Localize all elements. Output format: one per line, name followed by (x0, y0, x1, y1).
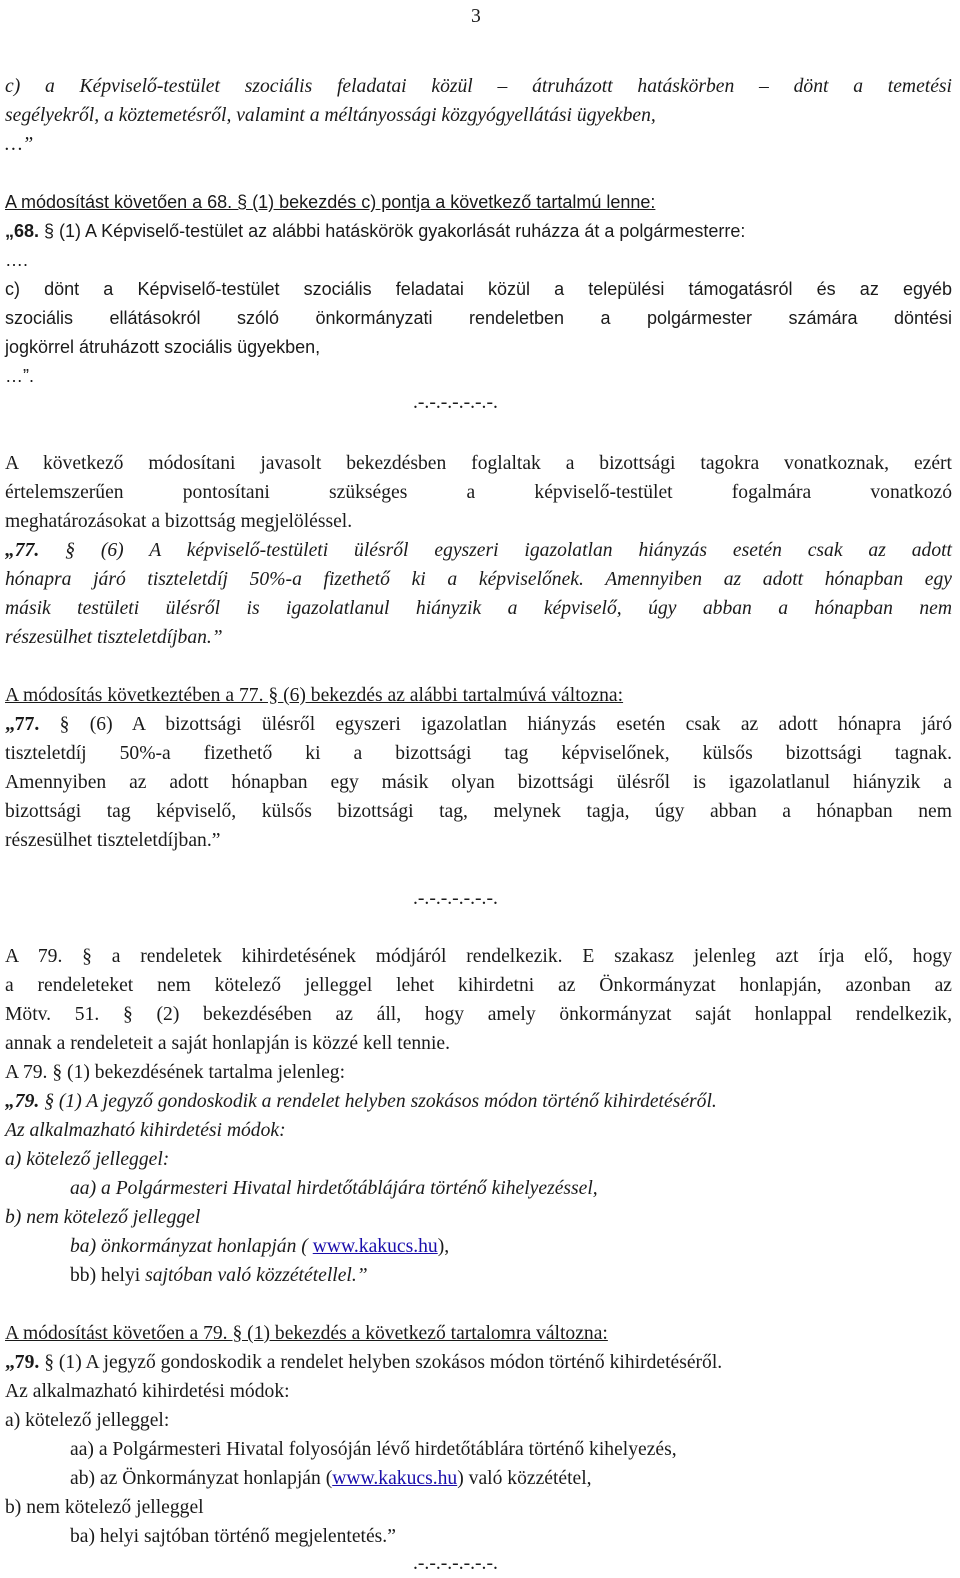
separator: .-.-.-.-.-.-.-. (413, 392, 498, 413)
text-line: …”. (5, 366, 34, 386)
section-number: „77. (5, 540, 66, 561)
section-number: „68. (5, 221, 45, 241)
text-span: § (1) A jegyző gondoskodik a rendelet helyben szokásos módon történő kihirdetéséről. (44, 1091, 717, 1112)
text-line: bizottsági tag képviselő, külsős bizottsági tag, melynek tagja, úgy abban a hónapban nem (5, 801, 952, 822)
text-span: § (1) A Képviselő-testület az alábbi hatáskörök gyakorlását ruházza át a polgármesterre: (44, 221, 746, 241)
text-line: jogkörrel átruházott szociális ügyekben, (5, 337, 321, 357)
text-line: hónapra járó tiszteletdíj 50%-a fizethető ki a képviselőnek. Amennyiben az adott hónapban egy (5, 569, 952, 590)
text-line (5, 1348, 722, 1377)
list-item (70, 1261, 368, 1290)
text-line: b) nem kötelező jelleggel (5, 1497, 204, 1518)
text-line: A 79. § (1) bekezdésének tartalma jelenleg: (5, 1062, 346, 1083)
text-span: bb) helyi (70, 1265, 146, 1286)
text-line: a) kötelező jelleggel: (5, 1410, 170, 1431)
separator: .-.-.-.-.-.-.-. (413, 1553, 498, 1574)
text-line (5, 710, 952, 739)
text-line (5, 536, 952, 565)
amendment-heading: A módosítást követően a 68. § (1) bekezdés c) pontja a következő tartalmú lenne: (5, 192, 656, 212)
section-number: „77. (5, 714, 60, 735)
text-line: tiszteletdíj 50%-a fizethető ki a bizottsági tag képviselőnek, külsős bizottsági tagnak. (5, 743, 952, 764)
list-item: ba) helyi sajtóban történő megjelentetés.” (70, 1526, 396, 1547)
text-line: c) dönt a Képviselő-testület szociális feladatai közül a települési támogatásról és az egyéb (5, 279, 952, 299)
text-span: § (6) A bizottsági ülésről egyszeri igazolatlan hiányzás esetén csak az adott hónapra járó (59, 714, 952, 735)
text-line: szociális ellátásokról szóló önkormányzati rendeletben a polgármester számára döntési (5, 308, 952, 328)
text-line (5, 217, 745, 246)
text-line: részesülhet tiszteletdíjban.” (5, 830, 221, 851)
text-span: ), (437, 1236, 450, 1257)
website-link[interactable]: www.kakucs.hu (332, 1468, 458, 1489)
text-span: ba) önkormányzat honlapján ( (70, 1236, 313, 1257)
text-line: A következő módosítani javasolt bekezdésben foglaltak a bizottsági tagokra vonatkoznak, ezért (5, 453, 952, 474)
text-line: c) a Képviselő-testület szociális feladatai közül – átruházott hatáskörben – dönt a temetési (5, 76, 952, 97)
text-line: másik testületi ülésről is igazolatlanul hiányzik a képviselő, úgy abban a hónapban nem (5, 598, 952, 619)
text-span: ab) az Önkormányzat honlapján ( (70, 1468, 333, 1489)
text-line: a) kötelező jelleggel: (5, 1149, 170, 1170)
text-line: segélyekről, a köztemetésről, valamint a méltányossági közgyógyellátási ügyekben, (5, 105, 656, 126)
website-link[interactable]: www.kakucs.hu (312, 1236, 438, 1257)
amendment-heading: A módosítást követően a 79. § (1) bekezdés a következő tartalomra változna: (5, 1323, 608, 1344)
text-line: Amennyiben az adott hónapban egy másik olyan bizottsági ülésről is igazolatlanul hiányzik a (5, 772, 952, 793)
text-span: § (1) A jegyző gondoskodik a rendelet helyben szokásos módon történő kihirdetéséről. (44, 1352, 723, 1373)
text-span: § (6) A képviselő-testületi ülésről egyszeri igazolatlan hiányzás esetén csak az adott (65, 540, 953, 561)
section-number: „79. (5, 1352, 45, 1373)
list-item (70, 1464, 592, 1493)
list-item (70, 1232, 449, 1261)
list-item: aa) a Polgármesteri Hivatal folyosóján lévő hirdetőtáblára történő kihelyezés, (70, 1439, 677, 1460)
text-line: Mötv. 51. § (2) bekezdésében az áll, hogy amely önkormányzat saját honlappal rendelkezik, (5, 1004, 952, 1025)
text-line: A 79. § a rendeletek kihirdetésének módjáról rendelkezik. E szakasz jelenleg azt írja elő, hogy (5, 946, 952, 967)
text-span: ) való közzététel, (457, 1468, 592, 1489)
text-line (5, 1087, 717, 1116)
text-line: részesülhet tiszteletdíjban.” (5, 627, 223, 648)
text-line: …” (5, 134, 34, 155)
text-line: a rendeleteket nem kötelező jelleggel lehet kihirdetni az Önkormányzat honlapján, azonban az (5, 975, 952, 996)
list-item: aa) a Polgármesteri Hivatal hirdetőtáblájára történő kihelyezéssel, (70, 1178, 598, 1199)
page-number: 3 (471, 6, 481, 27)
text-line: Az alkalmazható kihirdetési módok: (5, 1381, 290, 1402)
text-line: meghatározásokat a bizottság megjelöléssel. (5, 511, 353, 532)
text-line: …. (5, 250, 29, 270)
section-number: „79. (5, 1091, 45, 1112)
text-span: sajtóban való közzététellel.” (145, 1265, 368, 1286)
separator: .-.-.-.-.-.-.-. (413, 888, 498, 909)
amendment-heading: A módosítás következtében a 77. § (6) bekezdés az alábbi tartalmúvá változna: (5, 685, 624, 706)
text-line: Az alkalmazható kihirdetési módok: (5, 1120, 286, 1141)
text-line: értelemszerűen pontosítani szükséges a képviselő-testület fogalmára vonatkozó (5, 482, 952, 503)
text-line: annak a rendeleteit a saját honlapján is közzé kell tennie. (5, 1033, 451, 1054)
text-line: b) nem kötelező jelleggel (5, 1207, 201, 1228)
